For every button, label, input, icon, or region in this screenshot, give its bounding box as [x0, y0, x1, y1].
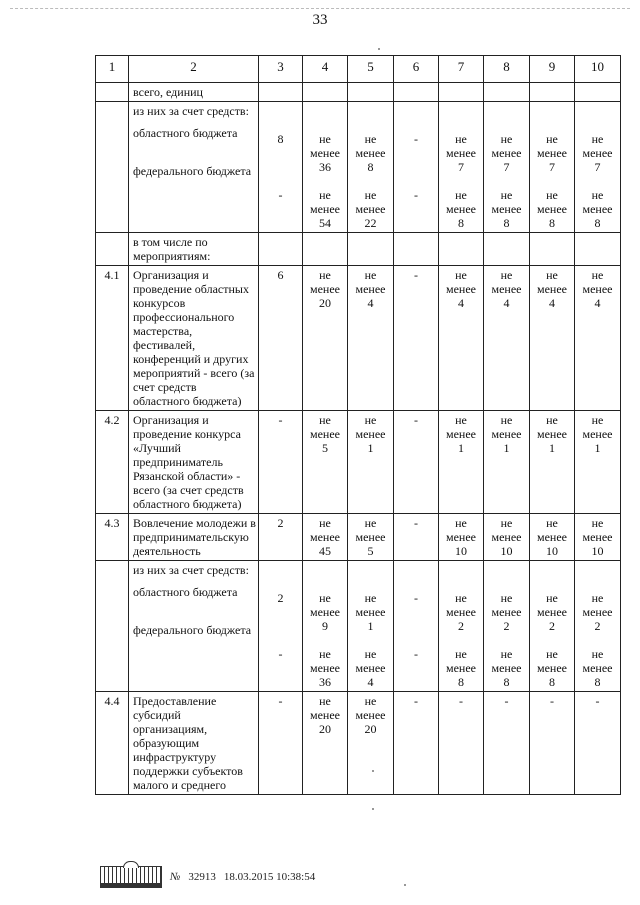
- column-header: 10: [575, 56, 621, 83]
- cell-value: - -: [414, 132, 418, 202]
- value-cell: [484, 514, 530, 561]
- cell-value: не менее 20: [355, 694, 386, 736]
- cell-value: не менее 10: [491, 516, 522, 558]
- label-spacer: [133, 118, 256, 126]
- label-spacer: [133, 148, 256, 156]
- value-cell: [530, 411, 575, 514]
- value-cell: [348, 233, 394, 266]
- value-cell: [259, 266, 303, 411]
- value-cell: [259, 561, 303, 692]
- value-cell: [484, 102, 530, 233]
- cell-value: -: [595, 694, 600, 708]
- row-id: [96, 83, 129, 102]
- value-cell: [303, 102, 348, 233]
- cell-value: не менее 5: [355, 516, 386, 558]
- row-label: Организация и проведение конкурса «Лучший предприниматель Рязанской области» - всего (за счет средств областного бюджета): [133, 413, 244, 511]
- document-number: 32913: [188, 871, 216, 883]
- cell-value: не менее 10: [446, 516, 476, 558]
- value-cell: [348, 266, 394, 411]
- row-label: из них за счет средств:: [133, 104, 249, 118]
- document-datetime: 18.03.2015 10:38:54: [223, 871, 316, 883]
- value-cell: [484, 411, 530, 514]
- cell-value: -: [414, 268, 418, 282]
- row-id: [96, 561, 129, 692]
- cell-value: -: [278, 413, 283, 427]
- label-spacer: [133, 599, 256, 607]
- scan-speck: [372, 770, 374, 772]
- value-cell: [303, 561, 348, 692]
- value-cell: [575, 514, 621, 561]
- value-cell: [484, 561, 530, 692]
- table-row: [96, 561, 621, 692]
- label-spacer: [133, 607, 256, 615]
- row-id: 4.1: [96, 266, 129, 411]
- value-cell: [348, 102, 394, 233]
- cell-value: не менее 1: [582, 413, 613, 455]
- cell-value: не менее 2 не менее 8: [537, 591, 567, 689]
- value-cell: [348, 411, 394, 514]
- value-cell: [394, 692, 439, 795]
- row-id: 4.3: [96, 514, 129, 561]
- row-id: 4.2: [96, 411, 129, 514]
- row-label: Вовлечение молодежи в предпринимательскую деятельность: [133, 516, 256, 558]
- value-cell: [530, 561, 575, 692]
- cell-value: не менее 7 не менее 8: [537, 132, 567, 230]
- value-cell: [303, 514, 348, 561]
- page-number: 33: [312, 12, 328, 28]
- cell-value: не менее 1: [446, 413, 476, 455]
- cell-value: не менее 2 не менее 8: [491, 591, 522, 689]
- value-cell: [439, 692, 484, 795]
- value-cell: [530, 514, 575, 561]
- row-label: областного бюджета: [133, 585, 238, 599]
- label-spacer: [133, 577, 256, 585]
- cell-value: не менее 4: [582, 268, 613, 310]
- cell-value: не менее 20: [310, 694, 340, 736]
- table-row: [96, 233, 621, 266]
- value-cell: [303, 692, 348, 795]
- value-cell: [439, 233, 484, 266]
- value-cell: [575, 411, 621, 514]
- column-header: 3: [259, 56, 303, 83]
- value-cell: [484, 266, 530, 411]
- value-cell: [348, 561, 394, 692]
- cell-value: не менее 1: [537, 413, 567, 455]
- value-cell: [439, 83, 484, 102]
- number-sign: №: [170, 871, 181, 883]
- value-cell: [394, 266, 439, 411]
- value-cell: [348, 83, 394, 102]
- value-cell: [303, 233, 348, 266]
- value-cell: [439, 102, 484, 233]
- value-cell: [303, 411, 348, 514]
- cell-value: не менее 4: [491, 268, 522, 310]
- cell-value: 2: [277, 516, 284, 530]
- footer-stamp: [100, 866, 315, 888]
- value-cell: [484, 692, 530, 795]
- column-header: 7: [439, 56, 484, 83]
- cell-value: не менее 4: [537, 268, 567, 310]
- value-cell: [259, 83, 303, 102]
- cell-value: не менее 2 не менее 8: [582, 591, 613, 689]
- value-cell: [259, 411, 303, 514]
- label-spacer: [133, 615, 256, 623]
- cell-value: не менее 7 не менее 8: [582, 132, 613, 230]
- cell-value: не менее 4: [355, 268, 386, 310]
- row-label: всего, единиц: [133, 85, 203, 99]
- cell-value: -: [414, 516, 418, 530]
- value-cell: [484, 83, 530, 102]
- cell-value: - -: [414, 591, 418, 661]
- cell-value: не менее 2 не менее 8: [446, 591, 476, 689]
- row-label: федерального бюджета: [133, 623, 252, 637]
- row-label: из них за счет средств:: [133, 563, 249, 577]
- value-cell: [530, 692, 575, 795]
- column-header: 8: [484, 56, 530, 83]
- value-cell: [394, 233, 439, 266]
- value-cell: [530, 266, 575, 411]
- label-spacer: [133, 140, 256, 148]
- row-id: [96, 233, 129, 266]
- column-header: 1: [96, 56, 129, 83]
- column-header: 6: [394, 56, 439, 83]
- value-cell: [348, 692, 394, 795]
- cell-value: 8 -: [277, 132, 284, 202]
- value-cell: [575, 266, 621, 411]
- value-cell: [575, 102, 621, 233]
- cell-value: не менее 45: [310, 516, 340, 558]
- row-id: [96, 102, 129, 233]
- cell-value: 2 -: [277, 591, 284, 661]
- government-building-logo: [100, 866, 162, 888]
- cell-value: не менее 1: [355, 413, 386, 455]
- cell-value: не менее 36 не менее 54: [310, 132, 340, 230]
- cell-value: -: [504, 694, 509, 708]
- cell-value: -: [414, 694, 418, 708]
- column-header: 4: [303, 56, 348, 83]
- table-row: [96, 692, 621, 795]
- value-cell: [303, 83, 348, 102]
- value-cell: [575, 561, 621, 692]
- value-cell: [394, 83, 439, 102]
- row-label-cell: [129, 233, 259, 266]
- scan-speck: [378, 48, 380, 50]
- table-header-row: [96, 56, 621, 83]
- cell-value: не менее 7 не менее 8: [446, 132, 476, 230]
- value-cell: [484, 233, 530, 266]
- value-cell: [259, 233, 303, 266]
- cell-value: -: [550, 694, 554, 708]
- row-label: Организация и проведение областных конкурсов профессионального мастерства, фестивалей, конференций и других мероприятий - всего (за счет средств областного бюджета): [133, 268, 255, 408]
- row-label-cell: [129, 266, 259, 411]
- cell-value: -: [414, 413, 418, 427]
- cell-value: не менее 1 не менее 4: [355, 591, 386, 689]
- value-cell: [530, 233, 575, 266]
- value-cell: [394, 411, 439, 514]
- row-label-cell: [129, 411, 259, 514]
- value-cell: [530, 83, 575, 102]
- row-label: в том числе по мероприятиям:: [133, 235, 211, 263]
- value-cell: [348, 514, 394, 561]
- column-header: 9: [530, 56, 575, 83]
- value-cell: [439, 561, 484, 692]
- cell-value: не менее 10: [582, 516, 613, 558]
- value-cell: [575, 692, 621, 795]
- value-cell: [394, 102, 439, 233]
- cell-value: не менее 20: [310, 268, 340, 310]
- scan-speck: [372, 808, 374, 810]
- value-cell: [575, 83, 621, 102]
- cell-value: не менее 10: [537, 516, 567, 558]
- value-cell: [575, 233, 621, 266]
- value-cell: [394, 561, 439, 692]
- value-cell: [439, 411, 484, 514]
- row-label-cell: [129, 514, 259, 561]
- value-cell: [259, 692, 303, 795]
- value-cell: [394, 514, 439, 561]
- table-row: [96, 514, 621, 561]
- cell-value: не менее 1: [491, 413, 522, 455]
- scan-speck: [404, 884, 406, 886]
- row-label-cell: [129, 83, 259, 102]
- value-cell: [439, 514, 484, 561]
- row-label: федерального бюджета: [133, 164, 252, 178]
- cell-value: не менее 4: [446, 268, 476, 310]
- row-label: областного бюджета: [133, 126, 238, 140]
- row-label-cell: [129, 692, 259, 795]
- value-cell: [303, 266, 348, 411]
- row-label: Предоставление субсидий организациям, образующим инфраструктуру поддержки субъектов малого и среднего: [133, 694, 243, 792]
- value-cell: [530, 102, 575, 233]
- top-dashed-rule: [10, 8, 630, 9]
- cell-value: -: [459, 694, 463, 708]
- column-header: 2: [129, 56, 259, 83]
- table-row: [96, 102, 621, 233]
- table-row: [96, 266, 621, 411]
- value-cell: [259, 514, 303, 561]
- cell-value: не менее 5: [310, 413, 340, 455]
- cell-value: не менее 8 не менее 22: [355, 132, 386, 230]
- value-cell: [439, 266, 484, 411]
- column-header: 5: [348, 56, 394, 83]
- table-row: [96, 411, 621, 514]
- cell-value: -: [278, 694, 283, 708]
- row-label-cell: [129, 102, 259, 233]
- cell-value: не менее 9 не менее 36: [310, 591, 340, 689]
- row-label-cell: [129, 561, 259, 692]
- data-table: [95, 55, 621, 795]
- row-id: 4.4: [96, 692, 129, 795]
- cell-value: не менее 7 не менее 8: [491, 132, 522, 230]
- value-cell: [259, 102, 303, 233]
- label-spacer: [133, 156, 256, 164]
- table-row: [96, 83, 621, 102]
- cell-value: 6: [277, 268, 284, 282]
